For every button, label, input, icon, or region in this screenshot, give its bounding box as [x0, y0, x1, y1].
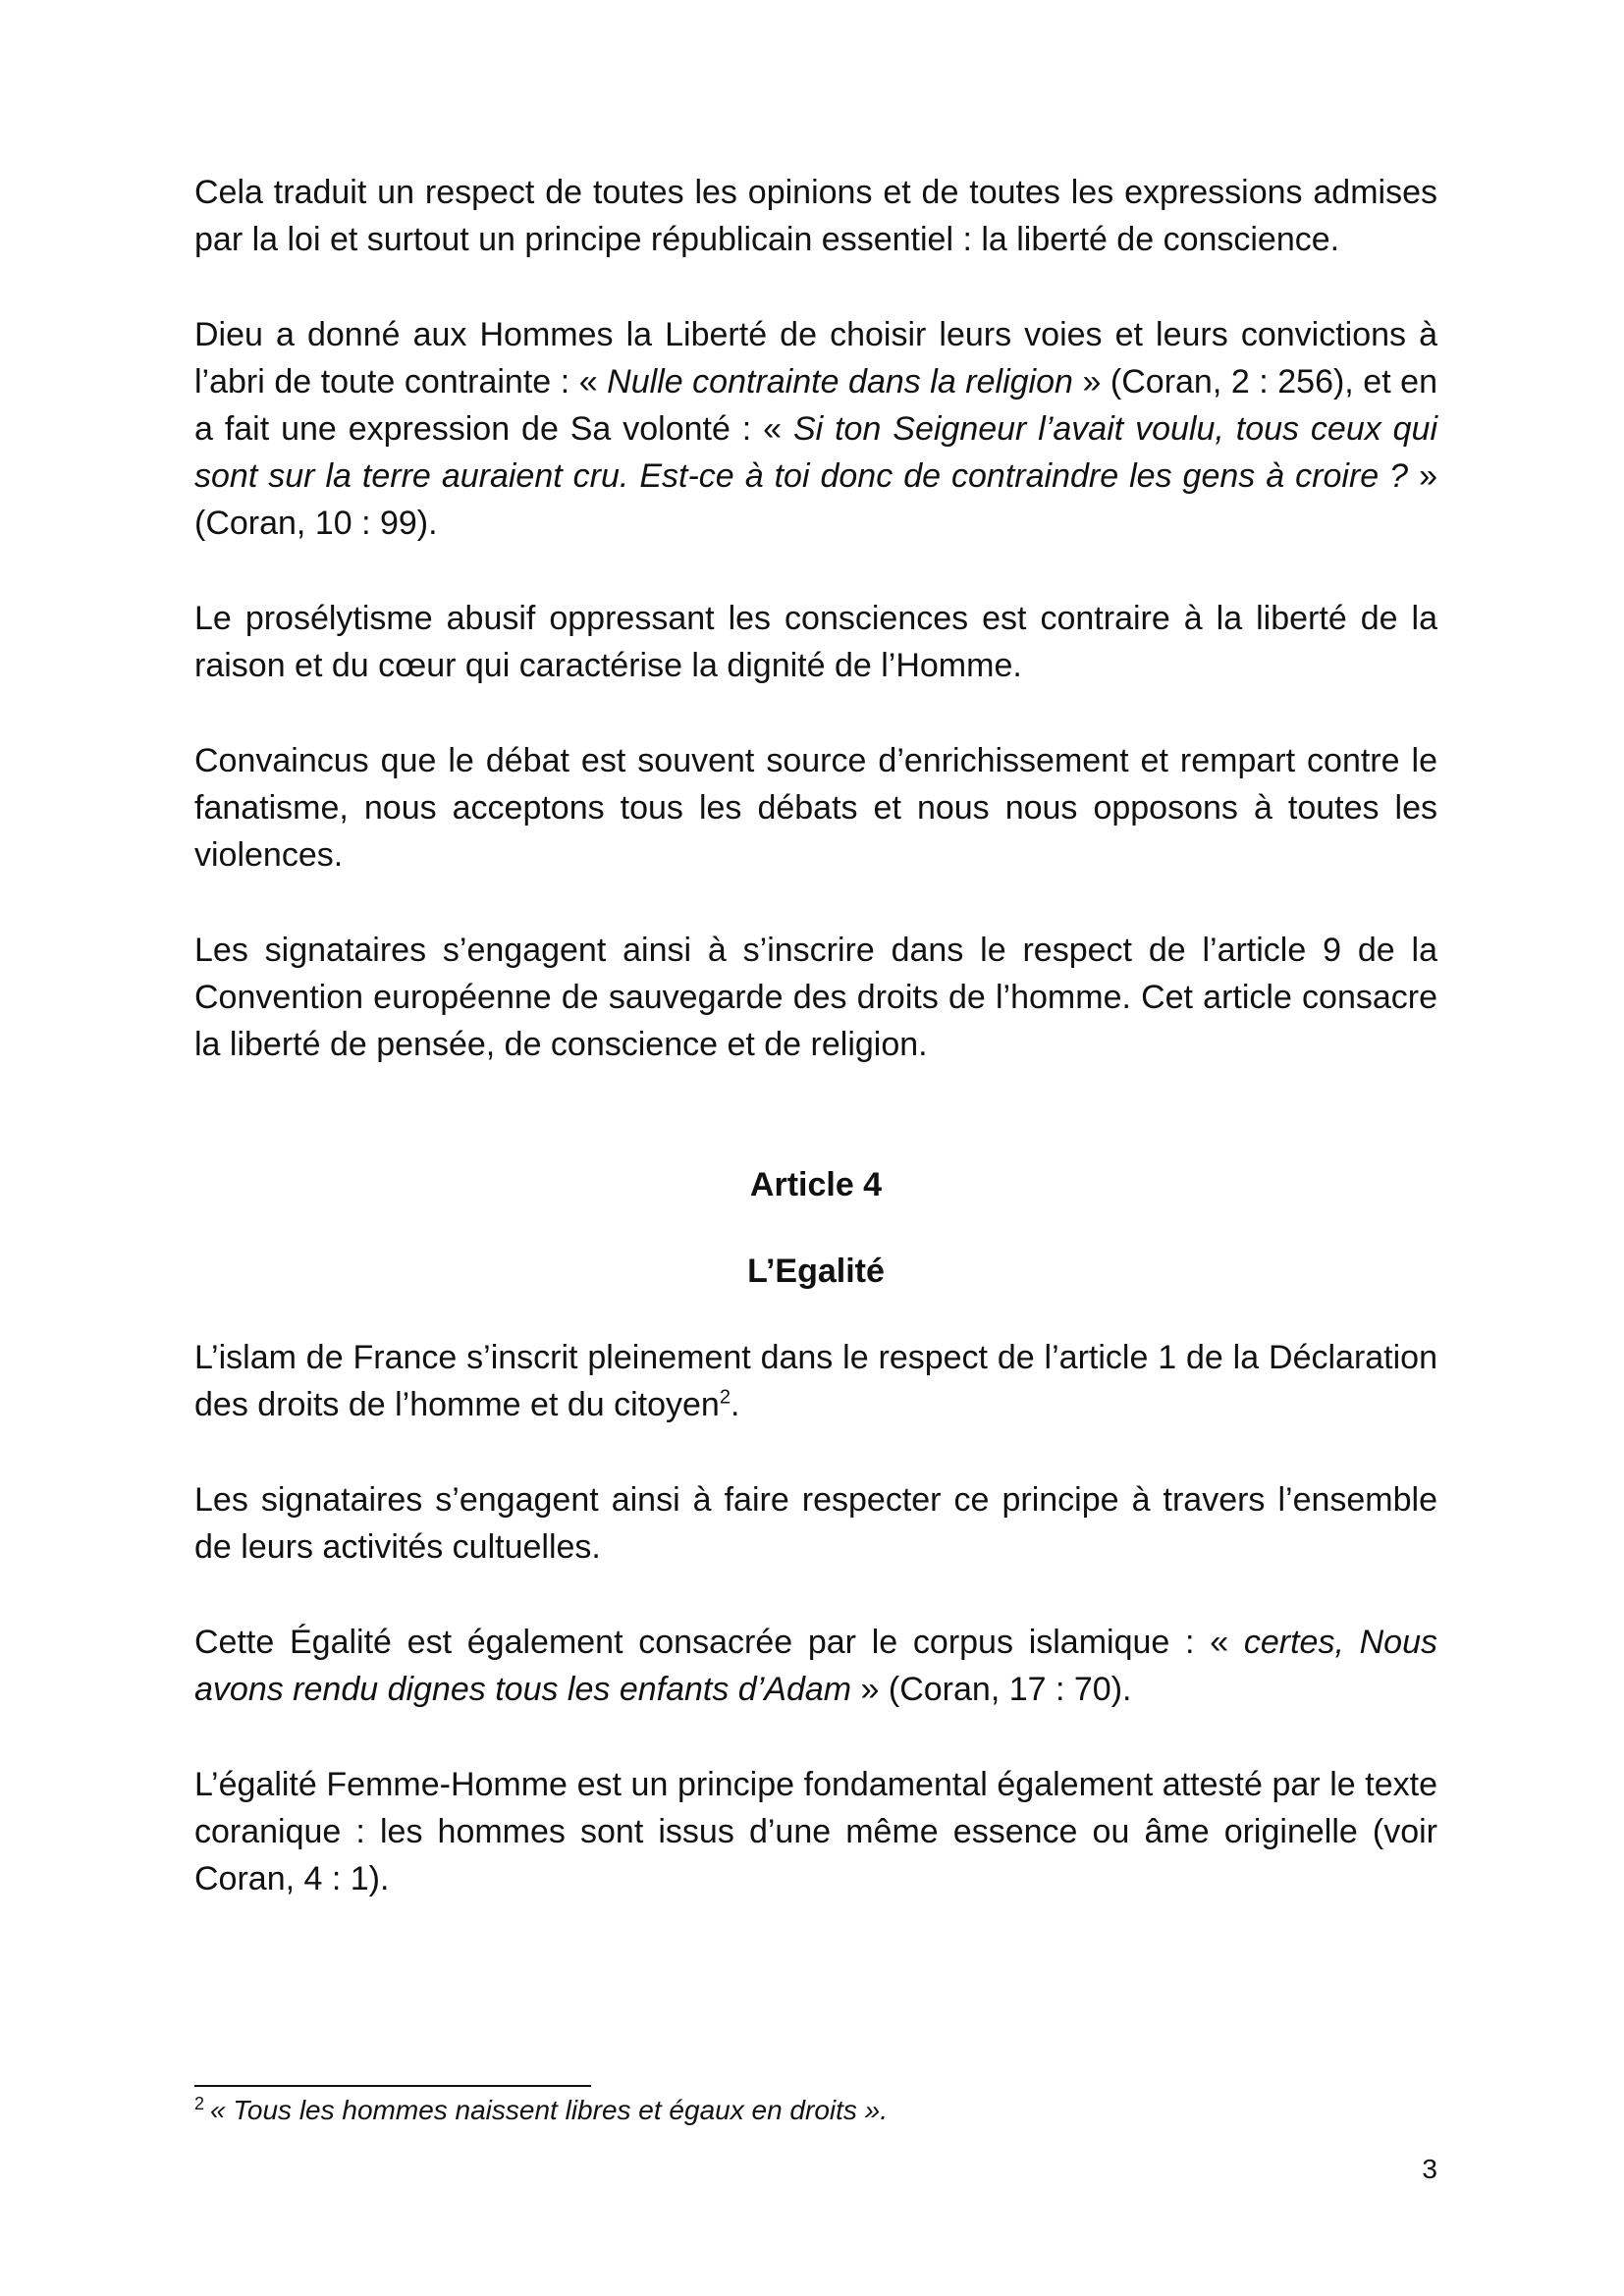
paragraph-text: Convaincus que le débat est souvent source d’enrichissement et rempart contre le fanatisme, nous acceptons tous les débats et nous nous opposons à toutes les violences.: [194, 742, 1437, 874]
article-number-heading: Article 4: [749, 1166, 883, 1203]
paragraph-text: L’islam de France s’inscrit pleinement dans le respect de l’article 1 de la Déclaration des droits de l’homme et du citoyen: [194, 1339, 1437, 1423]
article-title-heading: L’Egalité: [747, 1253, 885, 1290]
paragraph-declaration: [194, 1334, 1437, 1428]
page-body: [194, 169, 1437, 1950]
paragraph-text: Les signataires s’engagent ainsi à s’inscrire dans le respect de l’article 9 de la Convention européenne de sauvegarde des droits de l’homme. Cet article consacre la liberté de pensée, de conscience et de religion.: [194, 932, 1437, 1063]
paragraph-text: .: [730, 1386, 740, 1423]
paragraph-proselytisme: [194, 595, 1437, 689]
footnote: [194, 2093, 1437, 2128]
quote-coran-17-70: certes, Nous avons rendu dignes tous les enfants d’Adam: [194, 1624, 1437, 1708]
paragraph-text: Dieu a donné aux Hommes la Liberté de choisir leurs voies et leurs convictions à l’abri de toute contrainte : «: [194, 316, 1437, 400]
paragraph-debat: [194, 737, 1437, 879]
paragraph-text: Le prosélytisme abusif oppressant les consciences est contraire à la liberté de la raison et du cœur qui caractérise la dignité de l’Homme.: [194, 600, 1437, 684]
page-number: 3: [1422, 2154, 1437, 2184]
paragraph-text: Les signataires s’engagent ainsi à faire respecter ce principe à travers l’ensemble de leurs activités cultuelles.: [194, 1481, 1437, 1566]
footnote-separator: [194, 2085, 591, 2087]
paragraph-text: Cela traduit un respect de toutes les opinions et de toutes les expressions admises par la loi et surtout un principe républicain essentiel : la liberté de conscience.: [194, 174, 1437, 258]
quote-coran-2-256: Nulle contrainte dans la religion: [607, 363, 1073, 400]
paragraph-text: » (Coran, 10 : 99).: [194, 457, 1437, 542]
paragraph-corpus-islamique: [194, 1619, 1437, 1713]
footnote-reference[interactable]: 2: [719, 1386, 731, 1409]
paragraph-liberte-conscience: [194, 169, 1437, 263]
paragraph-signataires: [194, 1476, 1437, 1571]
paragraph-text: » (Coran, 2 : 256), et en a fait une expression de Sa volonté : «: [194, 363, 1438, 448]
quote-coran-10-99: Si ton Seigneur l’avait voulu, tous ceux qui sont sur la terre auraient cru. Est-ce à toi donc de contraindre les gens à croire ?: [194, 410, 1438, 495]
paragraph-egalite-femme-homme: [194, 1761, 1437, 1902]
footnote-text: « Tous les hommes naissent libres et égaux en droits ».: [210, 2095, 889, 2125]
paragraph-article-9: [194, 927, 1437, 1068]
paragraph-liberte-choix: [194, 311, 1437, 547]
footnote-number: 2: [194, 2093, 205, 2113]
paragraph-text: L’égalité Femme-Homme est un principe fondamental également attesté par le texte coranique : les hommes sont issus d’une même essence ou âme originelle (voir Coran, 4 : 1).: [194, 1766, 1437, 1897]
paragraph-text: » (Coran, 17 : 70).: [851, 1671, 1132, 1708]
paragraph-text: Cette Égalité est également consacrée par le corpus islamique : «: [194, 1624, 1244, 1661]
